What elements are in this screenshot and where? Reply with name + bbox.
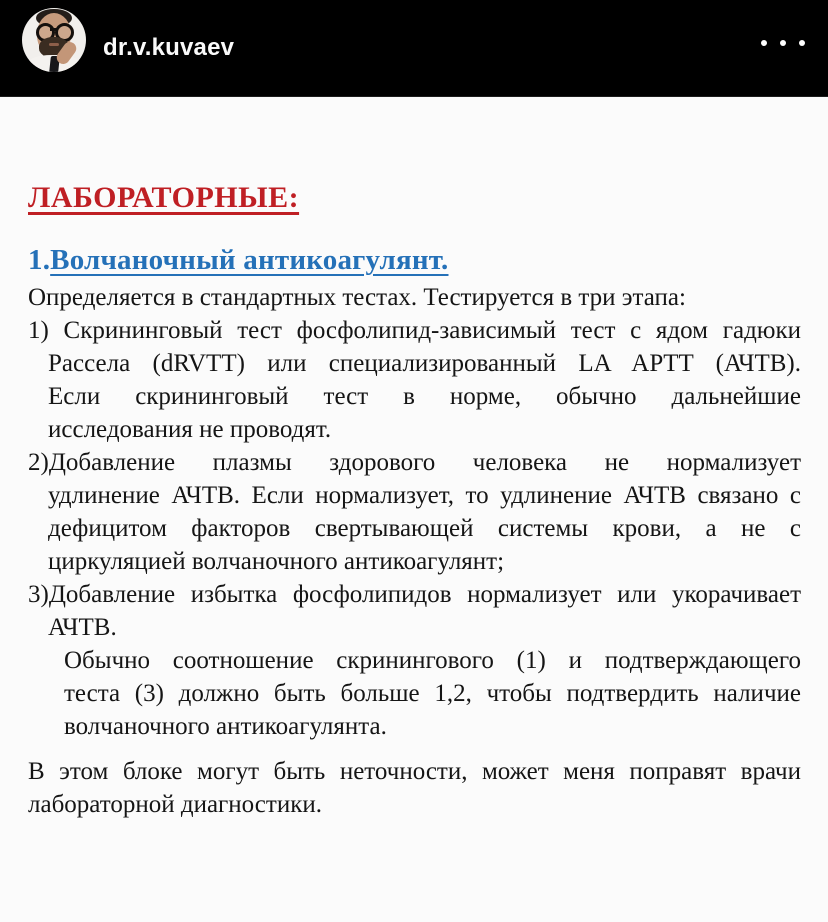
avatar-mouth	[49, 43, 59, 46]
document-line: Если скрининговый тест в норме, обычно дальнейшие	[48, 383, 801, 410]
document-line: АЧТВ.	[48, 614, 117, 641]
avatar[interactable]	[22, 8, 86, 72]
heading-blue-title: Волчаночный антикоагулянт.	[50, 244, 449, 276]
document-line: удлинение АЧТВ. Если нормализует, то удлинение АЧТВ связано с	[48, 482, 801, 509]
document-line: 3)Добавление избытка фосфолипидов нормализует или укорачивает	[28, 581, 801, 608]
document-line: В этом блоке могут быть неточности, может меня поправят врачи	[28, 758, 801, 785]
document-line: волчаночного антикоагулянта.	[64, 713, 387, 740]
document-body	[28, 281, 801, 743]
heading-blue-number: 1.	[28, 244, 51, 276]
document-line: Рассела (dRVTT) или специализированный LA APTT (АЧТВ).	[48, 350, 801, 377]
document-line: теста (3) должно быть больше 1,2, чтобы подтвердить наличие	[64, 680, 801, 707]
document-heading-blue	[28, 244, 449, 277]
menu-dot	[780, 40, 786, 46]
document-line: циркуляцией волчаночного антикоагулянт;	[48, 548, 505, 575]
more-options-icon[interactable]	[761, 30, 805, 56]
document-line: Определяется в стандартных тестах. Тестируется в три этапа:	[28, 284, 686, 311]
document-line: Обычно соотношение скринингового (1) и подтверждающего	[64, 647, 801, 674]
post-header-bar	[0, 0, 828, 97]
document-line: исследования не проводят.	[48, 416, 332, 443]
document-line: лабораторной диагностики.	[28, 791, 322, 818]
document-line: 1) Скрининговый тест фосфолипид-зависимый тест с ядом гадюки	[28, 317, 801, 344]
document-line: дефицитом факторов свертывающей системы крови, а не с	[48, 515, 801, 542]
menu-dot	[761, 40, 767, 46]
document-heading-red: ЛАБОРАТОРНЫЕ:	[28, 181, 300, 214]
username[interactable]: dr.v.kuvaev	[103, 34, 235, 61]
avatar-glasses-bridge	[50, 28, 58, 31]
document-footer	[28, 755, 801, 821]
menu-dot	[799, 40, 805, 46]
document-line: 2)Добавление плазмы здорового человека не нормализует	[28, 449, 801, 476]
post-image[interactable]	[0, 97, 828, 922]
